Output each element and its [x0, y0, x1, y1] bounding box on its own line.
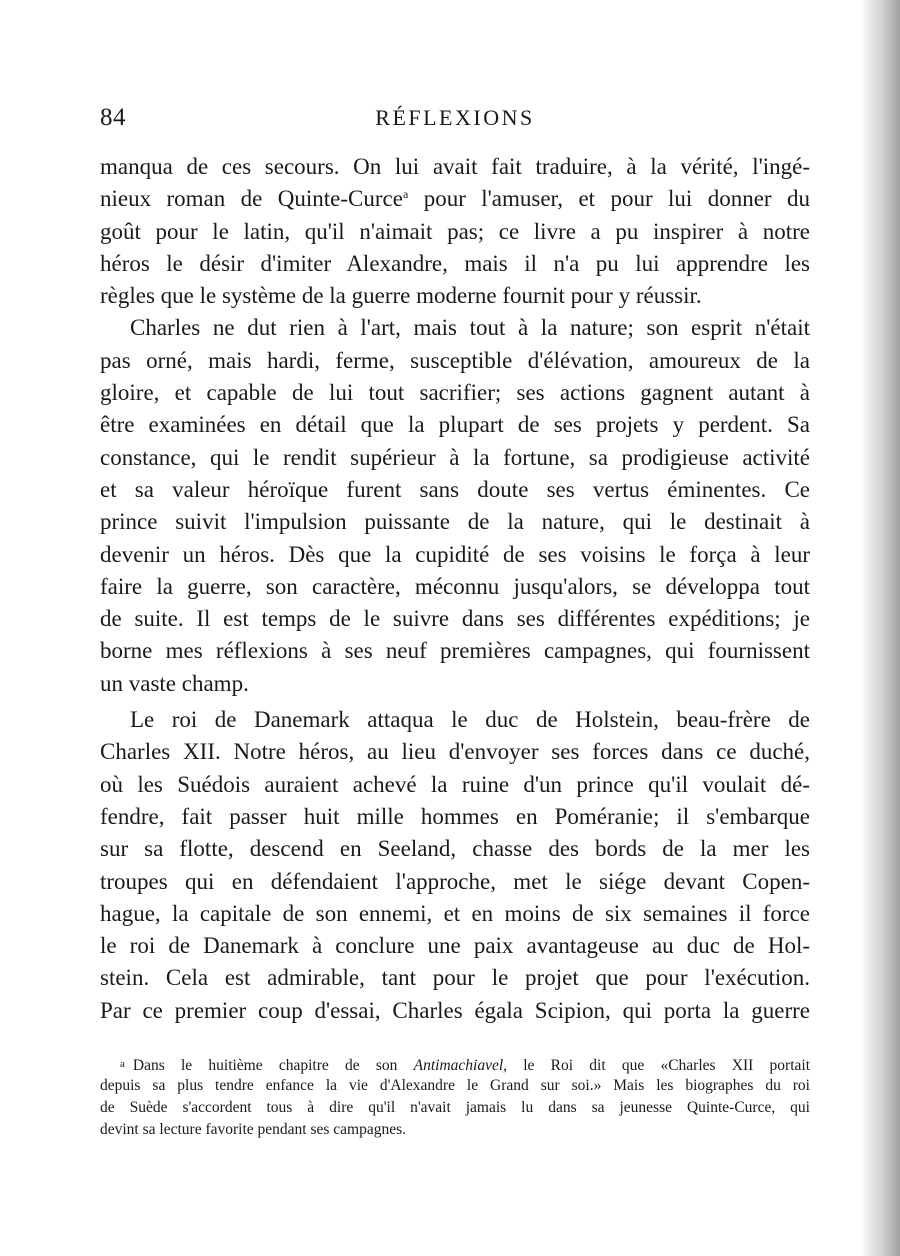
footnote-line: devint sa lecture favorite pendant ses campagnes. — [100, 1121, 407, 1138]
footnote-book-title: Antimachiavel, — [413, 1057, 508, 1074]
page-number: 84 — [100, 104, 126, 131]
text-line: faire la guerre, son caractère, méconnu jusqu'alors, se développa tout — [100, 573, 810, 599]
text-line: prince suivit l'impulsion puissante de la nature, qui le destinait à — [100, 509, 810, 535]
text-line: où les Suédois auraient achevé la ruine d'un prince qu'il voulait dé- — [100, 771, 810, 797]
text-line: gloire, et capable de lui tout sacrifier; ses actions gagnent autant à — [100, 380, 810, 406]
text-line: stein. Cela est admirable, tant pour le projet que pour l'exécution. — [100, 965, 810, 991]
text-line: règles que le système de la guerre moderne fournit pour y réussir. — [100, 283, 702, 309]
text-fragment: pour l'amuser, et pour lui donner du — [408, 186, 810, 212]
footnote-line: de Suède s'accordent tous à dire qu'il n'avait jamais lu dans sa jeunesse Quinte-Curce, qui — [100, 1099, 810, 1116]
text-line: goût pour le latin, qu'il n'aimait pas; ce livre a pu inspirer à notre — [100, 218, 810, 244]
text-line: Charles XII. Notre héros, au lieu d'envoyer ses forces dans ce duché, — [100, 739, 810, 765]
body-text — [100, 151, 810, 1027]
text-line: pas orné, mais hardi, ferme, susceptible d'élévation, amoureux de la — [100, 347, 810, 373]
text-line: hague, la capitale de son ennemi, et en moins de six semaines il force — [100, 900, 810, 926]
text-line: le roi de Danemark à conclure une paix avantageuse au duc de Hol- — [100, 933, 810, 959]
page-header — [100, 104, 810, 144]
text-line — [100, 183, 810, 215]
text-line: Par ce premier coup d'essai, Charles égala Scipion, qui porta la guerre — [100, 997, 810, 1023]
text-line: troupes qui en défendaient l'approche, met le siége devant Copen- — [100, 868, 810, 894]
text-line: devenir un héros. Dès que la cupidité de ses voisins le força à leur — [100, 541, 810, 567]
running-title: RÉFLEXIONS — [375, 105, 535, 130]
footnote — [100, 1053, 810, 1141]
text-line: borne mes réflexions à ses neuf premières campagnes, qui fournissent — [100, 638, 810, 664]
text-line: être examinées en détail que la plupart de ses projets y perdent. Sa — [100, 412, 810, 438]
footnote-text: le Roi dit que «Charles XII portait — [507, 1057, 810, 1074]
footnote-marker: a — [120, 1058, 125, 1070]
text-line: Le roi de Danemark attaqua le duc de Holstein, beau-frère de — [130, 707, 810, 733]
text-line: et sa valeur héroïque furent sans doute ses vertus éminentes. Ce — [100, 476, 810, 502]
text-line: de suite. Il est temps de le suivre dans ses différentes expéditions; je — [100, 606, 810, 632]
text-line: héros le désir d'imiter Alexandre, mais il n'a pu lui apprendre les — [100, 250, 810, 276]
text-line: Charles ne dut rien à l'art, mais tout à la nature; son esprit n'était — [130, 315, 810, 341]
footnote-reference[interactable]: a — [402, 187, 409, 202]
text-line: sur sa flotte, descend en Seeland, chasse des bords de la mer les — [100, 836, 810, 862]
text-line: manqua de ces secours. On lui avait fait traduire, à la vérité, l'ingé- — [100, 154, 810, 179]
text-fragment: nieux roman de Quinte-Curce — [100, 186, 403, 212]
text-line: fendre, fait passer huit mille hommes en Poméranie; il s'embarque — [100, 803, 810, 829]
scan-edge-shadow — [860, 0, 900, 1256]
text-line: constance, qui le rendit supérieur à la fortune, sa prodigieuse activité — [100, 444, 810, 470]
footnote-line: depuis sa plus tendre enfance la vie d'Alexandre le Grand sur soi.» Mais les biographes du roi — [100, 1077, 810, 1094]
footnote-text: Dans le huitième chapitre de son — [132, 1057, 414, 1074]
footnote-line — [100, 1053, 810, 1075]
text-line: un vaste champ. — [100, 670, 249, 696]
